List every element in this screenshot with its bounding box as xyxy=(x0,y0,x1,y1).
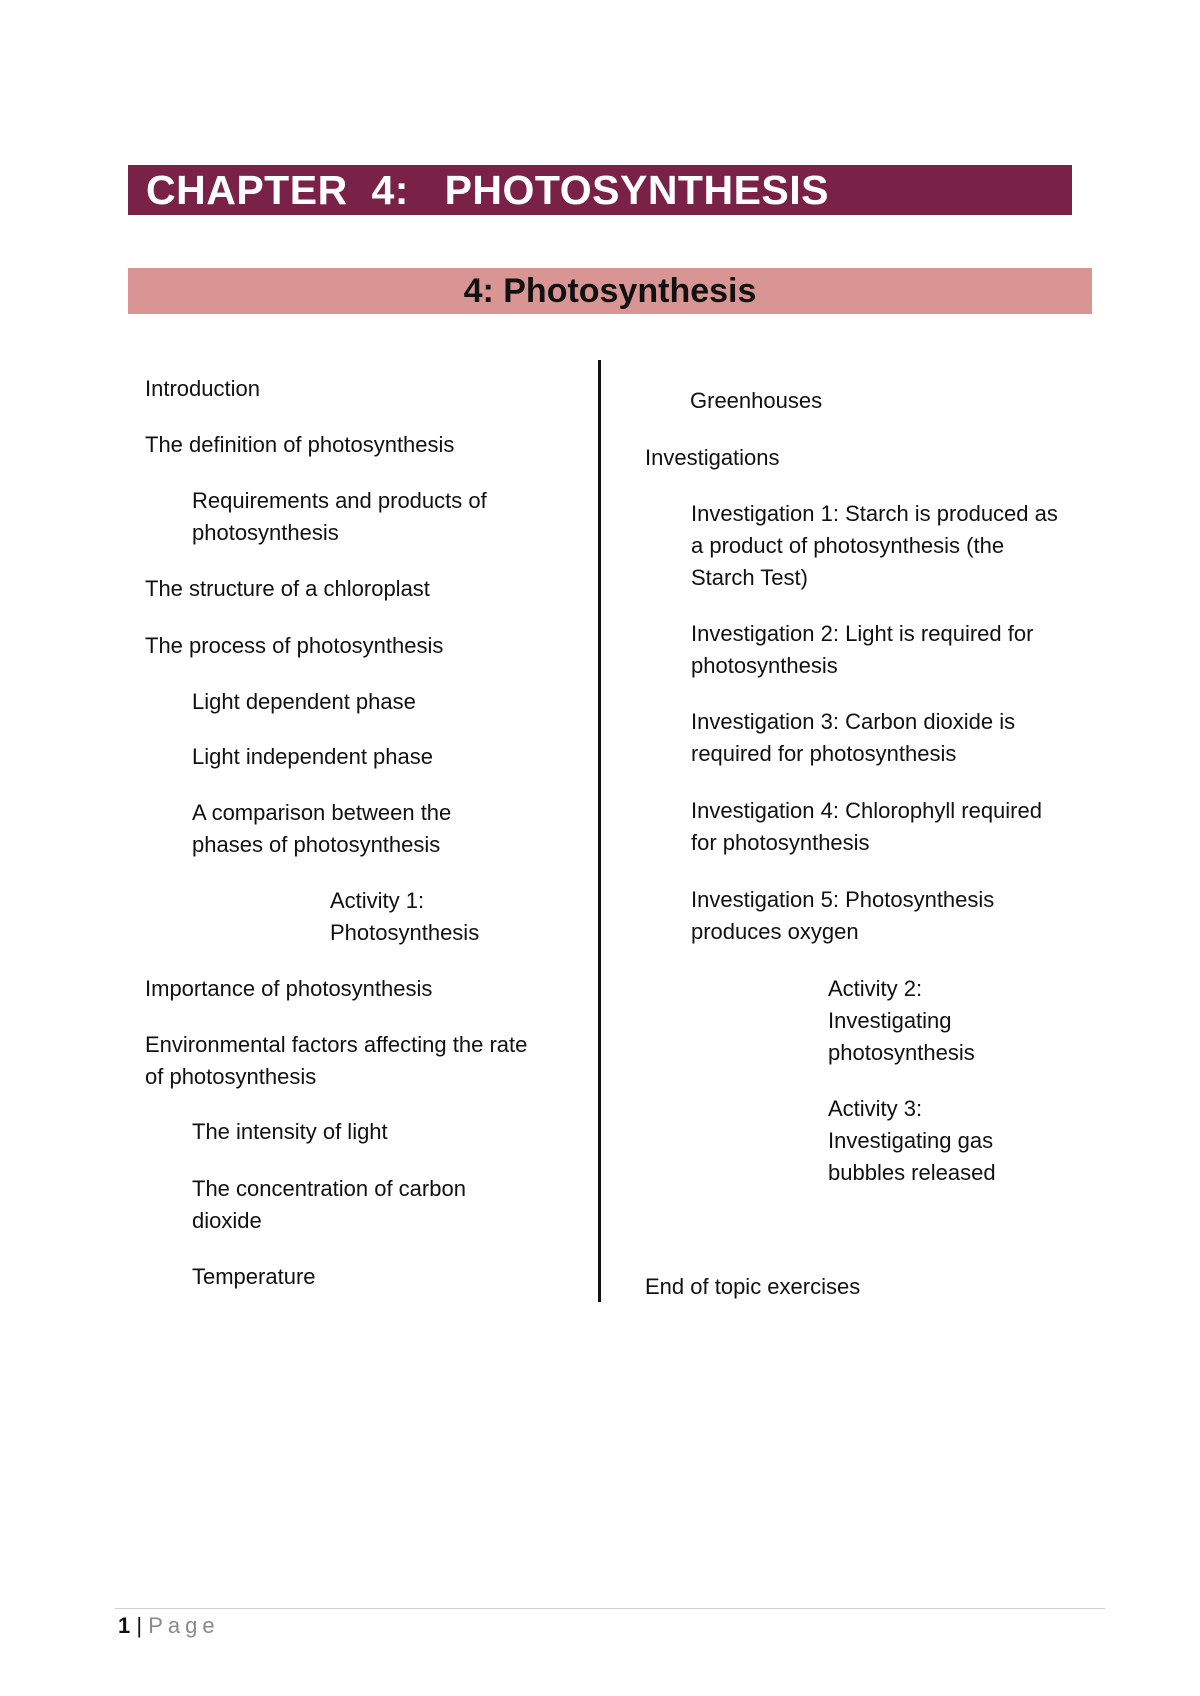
toc-item-phase-comparison: A comparison between the phases of photosynthesis xyxy=(192,800,452,857)
footer-separator: | xyxy=(130,1613,149,1638)
toc-item-introduction: Introduction xyxy=(145,376,260,401)
toc-item-investigation-4: Investigation 4: Chlorophyll required for photosynthesis xyxy=(691,798,1042,855)
page-footer xyxy=(118,1612,220,1640)
toc-item-light-intensity: The intensity of light xyxy=(192,1119,388,1144)
topic-title-banner: 4: Photosynthesis xyxy=(128,268,1092,314)
toc-item-investigations: Investigations xyxy=(645,445,780,470)
page-label: Page xyxy=(148,1613,220,1638)
toc-item-activity-3: Activity 3: Investigating gas bubbles released xyxy=(828,1096,996,1185)
toc-item-importance: Importance of photosynthesis xyxy=(145,976,433,1001)
toc-item-activity-2: Activity 2: Investigating photosynthesis xyxy=(828,976,975,1065)
toc-item-process: The process of photosynthesis xyxy=(145,633,444,658)
toc-item-light-independent: Light independent phase xyxy=(192,744,433,769)
toc-item-definition: The definition of photosynthesis xyxy=(145,432,455,457)
toc-item-investigation-5: Investigation 5: Photosynthesis produces oxygen xyxy=(691,887,995,944)
toc-item-activity-1: Activity 1: Photosynthesis xyxy=(330,888,480,945)
toc-item-light-dependent: Light dependent phase xyxy=(192,689,416,714)
footer-rule xyxy=(115,1608,1105,1609)
toc-item-investigation-1: Investigation 1: Starch is produced as a product of photosynthesis (the Starch Test) xyxy=(691,501,1058,590)
toc-item-end-exercises: End of topic exercises xyxy=(645,1274,861,1299)
page-number: 1 xyxy=(118,1613,131,1638)
chapter-title-banner: CHAPTER 4: PHOTOSYNTHESIS xyxy=(128,165,1072,215)
toc-item-investigation-3: Investigation 3: Carbon dioxide is required for photosynthesis xyxy=(691,709,1016,766)
toc-item-requirements-products: Requirements and products of photosynthesis xyxy=(192,488,487,545)
toc-item-temperature: Temperature xyxy=(192,1264,316,1289)
toc-item-greenhouses: Greenhouses xyxy=(690,388,823,413)
toc-item-co2-concentration: The concentration of carbon dioxide xyxy=(192,1176,466,1233)
column-divider xyxy=(598,360,601,1302)
toc-item-investigation-2: Investigation 2: Light is required for photosynthesis xyxy=(691,621,1034,678)
toc-item-chloroplast-structure: The structure of a chloroplast xyxy=(145,576,430,601)
toc-item-environmental-factors: Environmental factors affecting the rate of photosynthesis xyxy=(145,1032,528,1089)
